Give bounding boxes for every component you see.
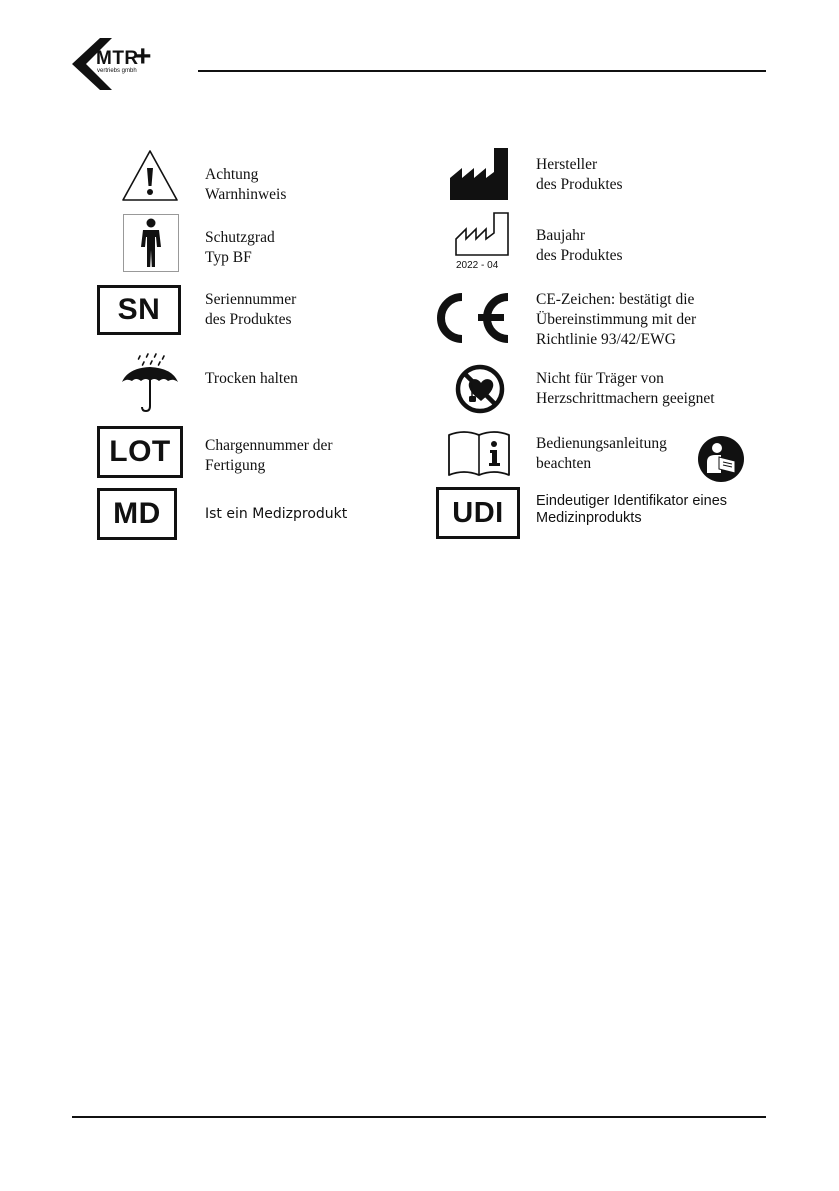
type-bf-person-icon <box>136 217 166 269</box>
logo-plus: + <box>134 40 152 73</box>
logo-subtitle: vertriebs gmbh <box>97 68 137 74</box>
manufacturer-text: Hersteller des Produktes <box>536 156 623 193</box>
udi-text: Eindeutiger Identifikator eines Medizinprodukts <box>536 493 728 526</box>
ce-text: CE-Zeichen: bestätigt die Übereinstimmung mit der Richtlinie 93/42/EWG <box>536 291 697 348</box>
lot-box: LOT <box>97 426 183 478</box>
footer-rule <box>72 1116 766 1118</box>
warning-text: Achtung Warnhinweis <box>205 166 287 203</box>
md-box: MD <box>97 488 177 540</box>
md-text: Ist ein Medizprodukt <box>205 506 348 522</box>
umbrella-rain-icon <box>118 350 182 414</box>
instructions-book-icon <box>446 429 512 477</box>
no-pacemaker-icon <box>454 363 506 415</box>
serial-number-text: Seriennummer des Produktes <box>205 291 297 328</box>
keep-dry-text: Trocken halten <box>205 370 298 387</box>
lot-text: Chargennummer der Fertigung <box>205 437 333 474</box>
manual-text: Bedienungsanleitung beachten <box>536 435 667 472</box>
warning-triangle-icon <box>120 148 180 204</box>
factory-icon <box>448 146 510 202</box>
header-rule <box>198 70 766 72</box>
serial-number-box: SN <box>97 285 181 335</box>
manufacture-date-text: Baujahr des Produktes <box>536 227 623 264</box>
pacemaker-text: Nicht für Träger von Herzschrittmachern geeignet <box>536 370 715 407</box>
manufacture-date: 2022 - 04 <box>456 260 499 271</box>
udi-box: UDI <box>436 487 520 539</box>
ce-mark-icon <box>420 293 516 343</box>
factory-outline-icon <box>454 211 512 257</box>
logo-brand: MTR <box>96 48 139 69</box>
type-bf-text: Schutzgrad Typ BF <box>205 229 275 266</box>
read-manual-icon <box>697 435 745 483</box>
